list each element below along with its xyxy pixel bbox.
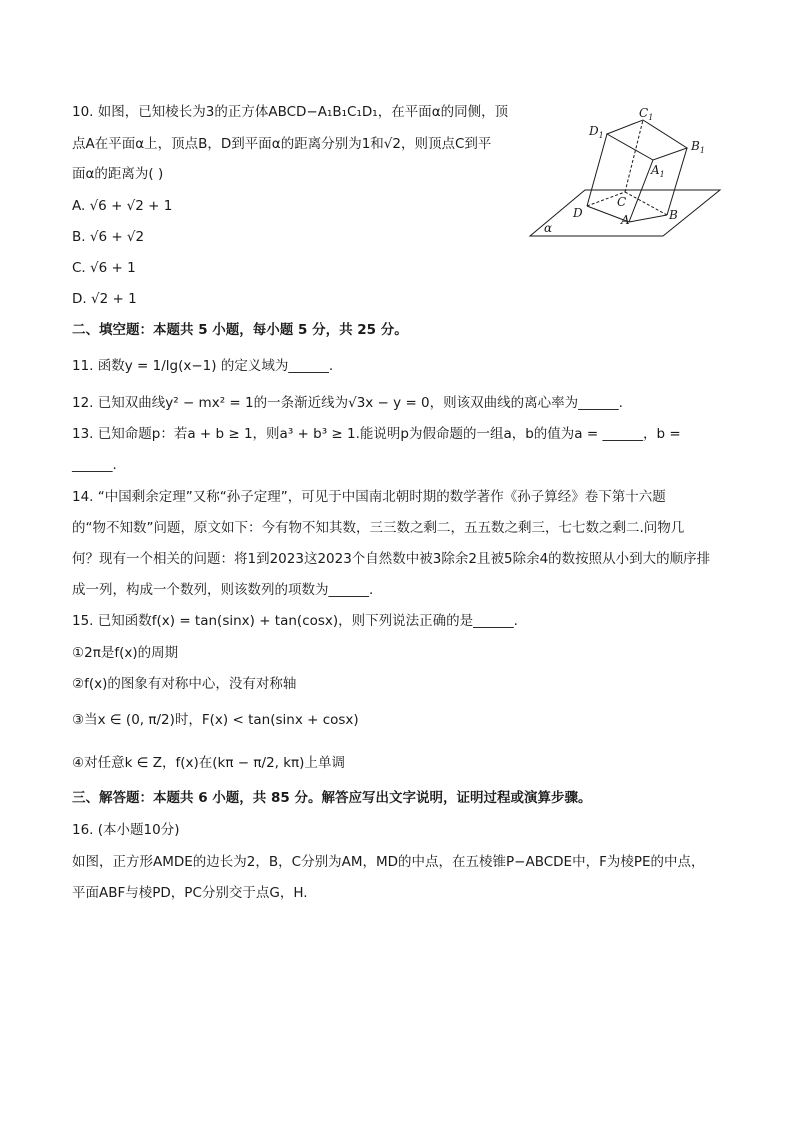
- edge-cb-hidden: [625, 192, 667, 215]
- edge-aa1: [629, 160, 653, 222]
- edge-dd1: [587, 134, 607, 206]
- q14-line-4: 成一列，构成一个数列，则该数列的项数为______.: [72, 582, 374, 598]
- q12-text: 12. 已知双曲线y² − mx² = 1的一条渐近线为√3x − y = 0，则该双曲线的离心率为______.: [72, 395, 623, 411]
- q16-header: 16. (本小题10分): [72, 822, 180, 838]
- q10-line-2: 点A在平面α上，顶点B，D到平面α的距离分别为1和√2，则顶点C到平: [72, 136, 492, 152]
- section-2-heading: 二、填空题：本题共 5 小题，每小题 5 分，共 25 分。: [72, 322, 408, 338]
- cube-plane-figure: [525, 100, 725, 245]
- q13-line-2: ______.: [72, 457, 117, 473]
- label-b1: $B_1$: [691, 139, 705, 155]
- q14-line-2: 的“物不知数”问题，原文如下：今有物不知其数，三三数之剩二，五五数之剩三，七七数之剩二.问物几: [72, 520, 685, 536]
- q15-item-2: ②f(x)的图象有对称中心，没有对称轴: [72, 676, 297, 692]
- q10-line-3: 面α的距离为( ): [72, 166, 164, 182]
- section-3-heading: 三、解答题：本题共 6 小题，共 85 分。解答应写出文字说明，证明过程或演算步骤。: [72, 790, 592, 806]
- label-a: A: [621, 213, 630, 227]
- q15-stem: 15. 已知函数f(x) = tan(sinx) + tan(cosx)，则下列说法正确的是______.: [72, 613, 518, 629]
- label-c1: $C_1$: [639, 106, 654, 122]
- label-c: C: [617, 195, 627, 209]
- edge-ab: [629, 215, 667, 222]
- q14-line-3: 何？现有一个相关的问题：将1到2023这2023个自然数中被3除余2且被5除余4的数按照从小到大的顺序排: [72, 551, 711, 567]
- q16-line-1: 如图，正方形AMDE的边长为2，B，C分别为AM，MD的中点，在五棱锥P−ABCDE中，F为棱PE的中点，: [72, 854, 705, 870]
- q10-option-c: C. √6 + 1: [72, 260, 136, 276]
- edge-bb1: [667, 148, 687, 215]
- label-alpha: α: [544, 221, 553, 235]
- label-a1: $A_1$: [651, 163, 665, 179]
- edge-cc1-hidden: [625, 120, 643, 192]
- top-face: [607, 120, 687, 160]
- q11-text: 11. 函数y = 1/lg(x−1) 的定义域为______.: [72, 358, 334, 374]
- q10-option-d: D. √2 + 1: [72, 291, 137, 307]
- q13-line-1: 13. 已知命题p：若a + b ≥ 1，则a³ + b³ ≥ 1.能说明p为假命题的一组a，b的值为a = ______，b =: [72, 426, 681, 442]
- label-d1: $D_1$: [589, 124, 604, 140]
- label-d: D: [573, 206, 583, 220]
- q16-line-2: 平面ABF与棱PD，PC分别交于点G，H.: [72, 885, 308, 901]
- q15-item-1: ①2π是f(x)的周期: [72, 645, 179, 661]
- label-b: B: [669, 208, 678, 222]
- q10-option-a: A. √6 + √2 + 1: [72, 198, 173, 214]
- q15-item-4: ④对任意k ∈ Z，f(x)在(kπ − π/2, kπ)上单调: [72, 755, 345, 771]
- q14-line-1: 14. “中国剩余定理”又称“孙子定理”，可见于中国南北朝时期的数学著作《孙子算经》卷下第十六题: [72, 489, 666, 505]
- q10-line-1: 10. 如图，已知棱长为3的正方体ABCD−A₁B₁C₁D₁，在平面α的同侧，顶: [72, 104, 509, 120]
- q10-option-b: B. √6 + √2: [72, 229, 145, 245]
- q15-item-3: ③当x ∈ (0, π/2)时，F(x) < tan(sinx + cosx): [72, 712, 359, 728]
